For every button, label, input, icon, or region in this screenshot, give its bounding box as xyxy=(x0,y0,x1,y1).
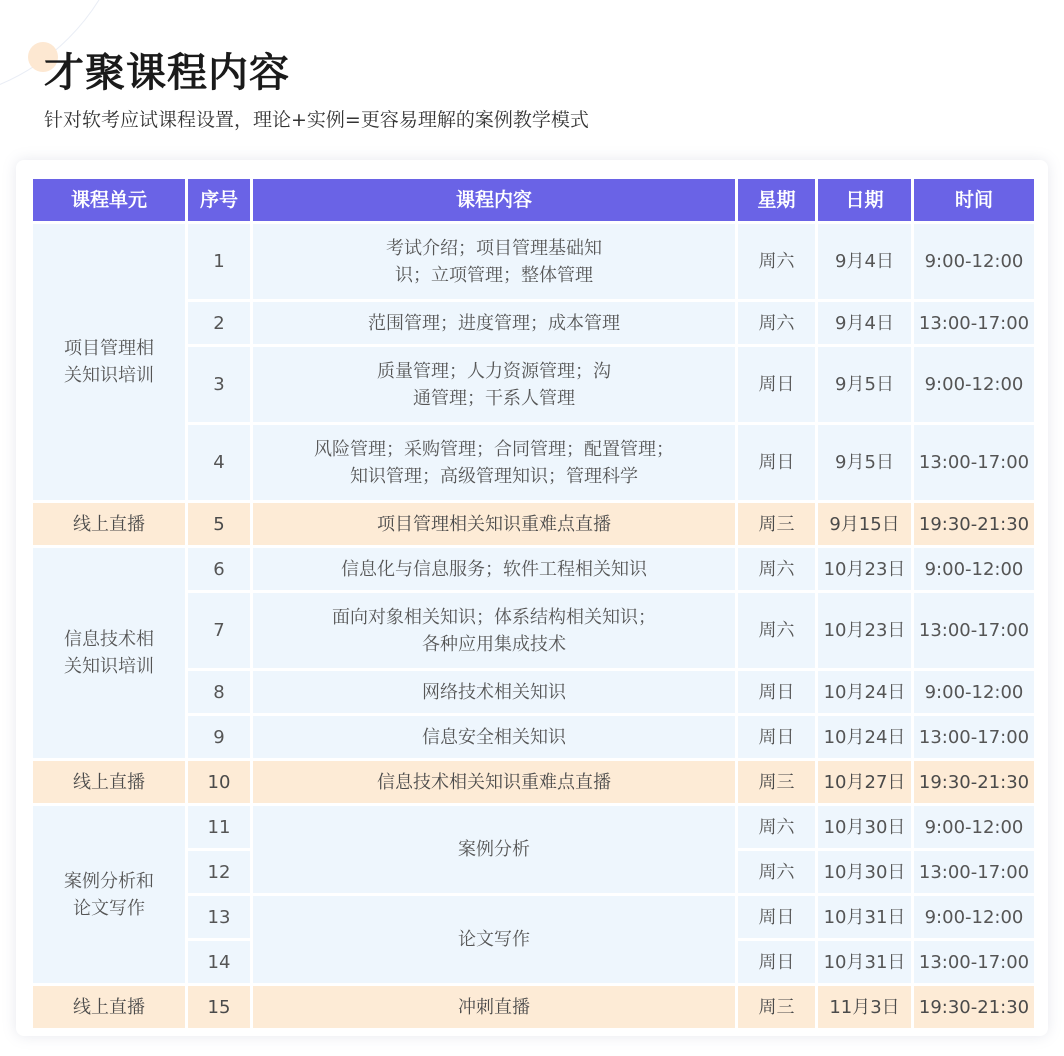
row-weekday: 周六 xyxy=(738,806,815,848)
row-weekday: 周日 xyxy=(738,425,815,500)
row-content xyxy=(253,347,735,422)
row-time: 13:00-17:00 xyxy=(914,593,1034,668)
row-content: 项目管理相关知识重难点直播 xyxy=(253,503,735,545)
unit-cell-live: 线上直播 xyxy=(33,503,185,545)
unit-cell-live: 线上直播 xyxy=(33,986,185,1028)
row-content: 案例分析 xyxy=(253,806,735,893)
row-date: 9月4日 xyxy=(818,302,911,344)
row-time: 9:00-12:00 xyxy=(914,896,1034,938)
row-date: 11月3日 xyxy=(818,986,911,1028)
row-date: 10月31日 xyxy=(818,896,911,938)
unit-label: 信息技术相关知识培训 xyxy=(64,629,154,677)
row-content-text: 面向对象相关知识；体系结构相关知识；各种应用集成技术 xyxy=(332,606,656,655)
row-time: 19:30-21:30 xyxy=(914,503,1034,545)
row-content xyxy=(253,593,735,668)
row-weekday: 周日 xyxy=(738,347,815,422)
row-date: 10月23日 xyxy=(818,593,911,668)
row-no: 7 xyxy=(188,593,250,668)
row-weekday: 周六 xyxy=(738,302,815,344)
row-content-text: 质量管理；人力资源管理；沟通管理；干系人管理 xyxy=(377,360,611,409)
row-weekday: 周六 xyxy=(738,548,815,590)
header-content: 课程内容 xyxy=(253,179,735,221)
header-unit: 课程单元 xyxy=(33,179,185,221)
row-no: 9 xyxy=(188,716,250,758)
row-no: 4 xyxy=(188,425,250,500)
table-header-row xyxy=(33,179,1034,221)
row-date: 10月24日 xyxy=(818,671,911,713)
header-no: 序号 xyxy=(188,179,250,221)
row-time: 13:00-17:00 xyxy=(914,851,1034,893)
row-date: 10月24日 xyxy=(818,716,911,758)
row-time: 13:00-17:00 xyxy=(914,716,1034,758)
row-content: 信息安全相关知识 xyxy=(253,716,735,758)
header-date: 日期 xyxy=(818,179,911,221)
row-time: 9:00-12:00 xyxy=(914,347,1034,422)
row-time: 13:00-17:00 xyxy=(914,425,1034,500)
row-date: 9月4日 xyxy=(818,224,911,299)
unit-label: 项目管理相关知识培训 xyxy=(64,338,154,386)
table-row-live xyxy=(33,761,1034,803)
row-weekday: 周三 xyxy=(738,986,815,1028)
row-weekday: 周三 xyxy=(738,503,815,545)
row-content xyxy=(253,425,735,500)
row-no: 14 xyxy=(188,941,250,983)
table-row xyxy=(33,224,1034,299)
table-row-live xyxy=(33,503,1034,545)
row-time: 9:00-12:00 xyxy=(914,548,1034,590)
row-weekday: 周六 xyxy=(738,851,815,893)
row-date: 9月5日 xyxy=(818,425,911,500)
unit-cell-live: 线上直播 xyxy=(33,761,185,803)
row-date: 10月31日 xyxy=(818,941,911,983)
row-date: 10月30日 xyxy=(818,851,911,893)
row-weekday: 周日 xyxy=(738,896,815,938)
row-no: 3 xyxy=(188,347,250,422)
row-time: 9:00-12:00 xyxy=(914,224,1034,299)
row-no: 11 xyxy=(188,806,250,848)
row-weekday: 周日 xyxy=(738,671,815,713)
row-time: 13:00-17:00 xyxy=(914,302,1034,344)
row-weekday: 周日 xyxy=(738,941,815,983)
row-content: 网络技术相关知识 xyxy=(253,671,735,713)
row-content: 冲刺直播 xyxy=(253,986,735,1028)
row-time: 19:30-21:30 xyxy=(914,986,1034,1028)
row-content-text: 风险管理；采购管理；合同管理；配置管理；知识管理；高级管理知识；管理科学 xyxy=(314,438,674,487)
row-no: 15 xyxy=(188,986,250,1028)
row-no: 5 xyxy=(188,503,250,545)
row-date: 10月30日 xyxy=(818,806,911,848)
course-schedule-table xyxy=(30,176,1037,1031)
row-content: 信息技术相关知识重难点直播 xyxy=(253,761,735,803)
row-content: 范围管理；进度管理；成本管理 xyxy=(253,302,735,344)
row-content: 论文写作 xyxy=(253,896,735,983)
unit-cell xyxy=(33,548,185,758)
table-row-live xyxy=(33,986,1034,1028)
row-date: 10月23日 xyxy=(818,548,911,590)
row-content: 信息化与信息服务；软件工程相关知识 xyxy=(253,548,735,590)
table-row xyxy=(33,806,1034,848)
header-weekday: 星期 xyxy=(738,179,815,221)
row-content-text: 考试介绍；项目管理基础知识；立项管理；整体管理 xyxy=(386,237,602,286)
header-time: 时间 xyxy=(914,179,1034,221)
row-no: 6 xyxy=(188,548,250,590)
row-time: 9:00-12:00 xyxy=(914,806,1034,848)
row-no: 12 xyxy=(188,851,250,893)
row-content xyxy=(253,224,735,299)
page-title: 才聚课程内容 xyxy=(44,50,290,96)
row-date: 9月15日 xyxy=(818,503,911,545)
row-no: 1 xyxy=(188,224,250,299)
page-subtitle: 针对软考应试课程设置，理论+实例=更容易理解的案例教学模式 xyxy=(44,109,589,131)
row-date: 9月5日 xyxy=(818,347,911,422)
row-no: 8 xyxy=(188,671,250,713)
row-time: 13:00-17:00 xyxy=(914,941,1034,983)
unit-cell xyxy=(33,224,185,500)
row-weekday: 周三 xyxy=(738,761,815,803)
row-no: 10 xyxy=(188,761,250,803)
row-time: 19:30-21:30 xyxy=(914,761,1034,803)
row-weekday: 周六 xyxy=(738,224,815,299)
table-row xyxy=(33,548,1034,590)
row-no: 13 xyxy=(188,896,250,938)
row-time: 9:00-12:00 xyxy=(914,671,1034,713)
row-date: 10月27日 xyxy=(818,761,911,803)
row-weekday: 周六 xyxy=(738,593,815,668)
unit-label: 案例分析和论文写作 xyxy=(64,870,154,919)
row-weekday: 周日 xyxy=(738,716,815,758)
row-no: 2 xyxy=(188,302,250,344)
unit-cell xyxy=(33,806,185,983)
